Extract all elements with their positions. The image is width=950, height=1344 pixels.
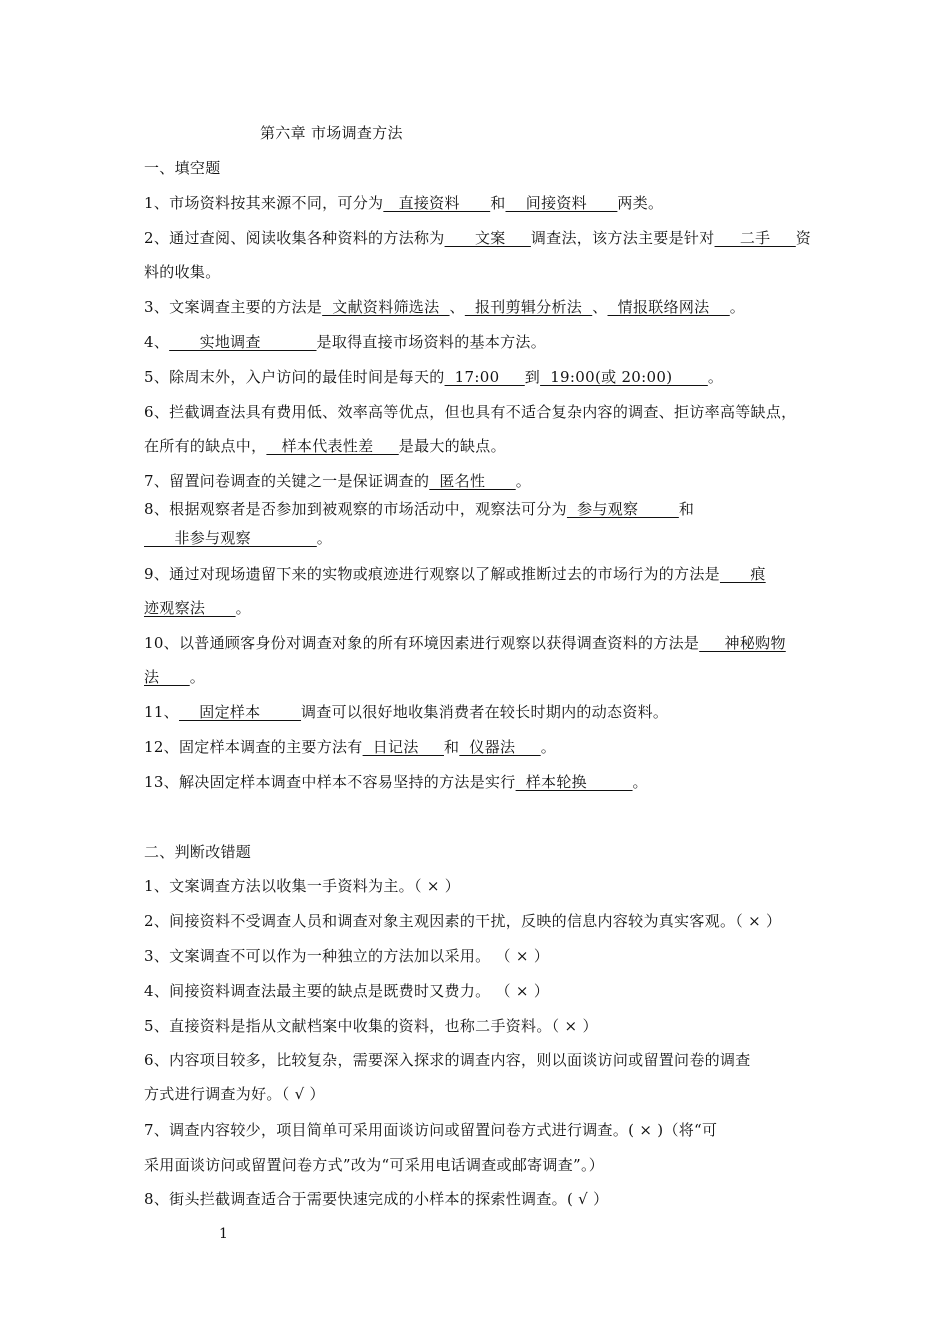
section-heading-fill-blank: 一、填空题 [144,159,221,177]
answer-blank: 固定样本 [179,703,302,721]
answer-blank: 报刊剪辑分析法 [464,298,593,316]
question-10: 10、以普通顾客身份对调查对象的所有环境因素进行观察以获得调查资料的方法是 神秘购物 [144,634,786,652]
judgment-8: 8、街头拦截调查适合于需要快速完成的小样本的探索性调查。( √ ） [144,1190,609,1208]
answer-blank: 间接资料 [505,194,618,212]
answer-blank: 二手 [714,229,796,247]
question-10-continued: 法 。 [144,668,206,686]
answer-blank: 实地调查 [169,333,317,351]
answer-blank: 仪器法 [459,738,541,756]
question-11: 11、 固定样本 调查可以很好地收集消费者在较长时期内的动态资料。 [144,703,669,721]
question-13: 13、解决固定样本调查中样本不容易坚持的方法是实行 样本轮换 。 [144,773,648,791]
judgment-6: 6、内容项目较多，比较复杂，需要深入探求的调查内容，则以面谈访问或留置问卷的调查 [144,1051,751,1069]
question-4: 4、 实地调查 是取得直接市场资料的基本方法。 [144,333,547,351]
answer-blank: 样本轮换 [515,773,633,791]
answer-blank: 17:00 [444,368,525,386]
section-heading-true-false: 二、判断改错题 [144,843,252,861]
answer-blank: 文献资料筛选法 [322,298,450,316]
judgment-4: 4、间接资料调查法最主要的缺点是既费时又费力。 （ × ） [144,982,550,1000]
question-6-continued: 在所有的缺点中， 样本代表性差 是最大的缺点。 [144,437,506,455]
question-7: 7、留置问卷调查的关键之一是保证调查的 匿名性 。 [144,472,532,490]
answer-blank: 匿名性 [429,472,516,490]
question-9: 9、通过对现场遗留下来的实物或痕迹进行观察以了解或推断过去的市场行为的方法是 痕 [144,565,766,583]
judgment-5: 5、直接资料是指从文献档案中收集的资料，也称二手资料。（ × ） [144,1017,598,1035]
answer-blank: 日记法 [362,738,444,756]
answer-blank: 直接资料 [383,194,491,212]
question-6: 6、拦截调查法具有费用低、效率高等优点，但也具有不适合复杂内容的调查、拒访率高等缺点， [144,403,797,421]
answer-blank: 迹观察法 [144,599,236,617]
answer-blank: 神秘购物 [699,634,786,652]
answer-blank: 参与观察 [566,500,679,518]
answer-blank: 痕 [719,565,766,583]
answer-blank: 文案 [444,229,531,247]
judgment-6-continued: 方式进行调查为好。（ √ ） [144,1085,325,1103]
question-12: 12、固定样本调查的主要方法有 日记法 和 仪器法 。 [144,738,556,756]
question-2: 2、通过查阅、阅读收集各种资料的方法称为 文案 调查法，该方法主要是针对 二手 资 [144,229,812,247]
answer-blank: 法 [144,668,190,686]
question-5: 5、除周末外，入户访问的最佳时间是每天的 17:00 到 19:00(或 20:00) 。 [144,368,724,386]
question-1: 1、市场资料按其来源不同，可分为 直接资料 和 间接资料 两类。 [144,194,664,212]
judgment-3: 3、文案调查不可以作为一种独立的方法加以采用。 （ × ） [144,947,550,965]
question-3: 3、文案调查主要的方法是 文献资料筛选法 、 报刊剪辑分析法 、 情报联络网法 。 [144,298,746,316]
answer-blank: 样本代表性差 [266,437,399,455]
question-2-continued: 料的收集。 [144,263,221,281]
judgment-1: 1、文案调查方法以收集一手资料为主。（ × ） [144,877,461,895]
question-8-continued: 非参与观察 。 [144,529,333,547]
judgment-7-continued: 采用面谈访问或留置问卷方式”改为“可采用电话调查或邮寄调查”。） [144,1156,605,1174]
judgment-7: 7、调查内容较少，项目简单可采用面谈访问或留置问卷方式进行调查。( × )（将“可 [144,1121,718,1139]
judgment-2: 2、间接资料不受调查人员和调查对象主观因素的干扰，反映的信息内容较为真实客观。（ × ） [144,912,782,930]
answer-blank: 情报联络网法 [607,298,730,316]
question-9-continued: 迹观察法 。 [144,599,251,617]
page-number: 1 [219,1226,228,1242]
question-8: 8、根据观察者是否参加到被观察的市场活动中，观察法可分为 参与观察 和 [144,500,695,518]
answer-blank: 非参与观察 [144,529,317,547]
chapter-title: 第六章 市场调查方法 [260,124,403,142]
answer-blank: 19:00(或 20:00) [540,368,708,386]
